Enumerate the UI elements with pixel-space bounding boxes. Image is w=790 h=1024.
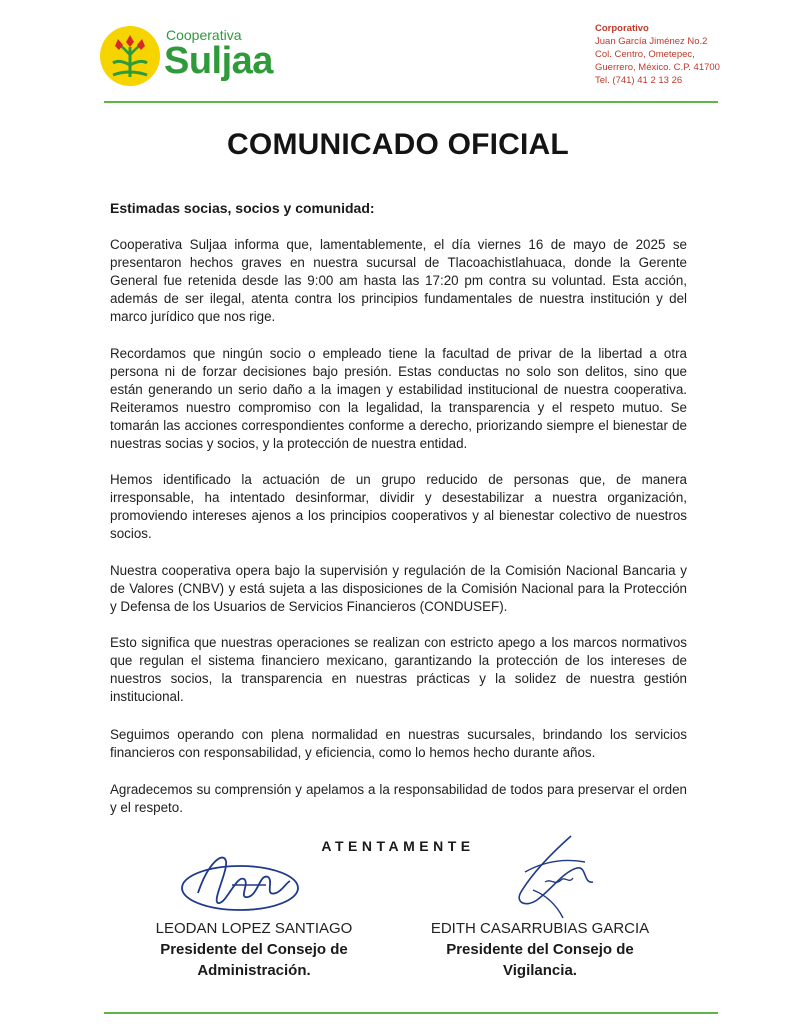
document-title: COMUNICADO OFICIAL (227, 128, 569, 161)
contact-address-line1: Juan García Jiménez No.2 (595, 36, 708, 47)
brand-subtitle: Cooperativa (166, 27, 242, 43)
paragraph: Esto significa que nuestras operaciones se realizan con estricto apego a los marcos normativos que regulan el sistema financiero mexicano, garantizando la protección de los intereses de nuestros socios, la transparencia en nuestras prácticas y la solidez de nuestra gestión institucional. (110, 635, 687, 704)
paragraph: Cooperativa Suljaa informa que, lamentablemente, el día viernes 16 de mayo de 2025 se presentaron hechos graves en nuestra sucursal de Tlacoachistlahuaca, donde la Gerente General fue retenida desde las 9:00 am hasta las 17:20 pm contra su voluntad. Esta acción, además de ser ilegal, atenta contra los principios fundamentales de nuestra institución y del marco jurídico que nos rige. (110, 237, 687, 324)
signatory-name: EDITH CASARRUBIAS GARCIA (430, 920, 650, 937)
brand-name: Suljaa (164, 40, 273, 82)
signature-right (503, 832, 603, 922)
contact-label: Corporativo (595, 23, 649, 34)
signatory-role-line: Presidente del Consejo de (446, 941, 634, 958)
paragraph: Hemos identificado la actuación de un grupo reducido de personas que, de manera irresponsable, ha intentado desinformar, dividir y desestabilizar a nuestra organización, promoviendo intereses ajenos a los principios cooperativos y al bienestar colectivo de nuestros socios. (110, 472, 687, 541)
signatory-role-line: Vigilancia. (503, 962, 577, 979)
signatory-role (104, 939, 404, 981)
contact-address-line2: Col. Centro, Ometepec, (595, 49, 695, 60)
footer-divider (104, 1012, 718, 1014)
signatory-role-line: Administración. (197, 962, 311, 979)
cooperative-logo (99, 25, 161, 87)
signatory-right (390, 920, 690, 981)
header-divider (104, 101, 718, 103)
contact-phone: Tel. (741) 41 2 13 26 (595, 75, 683, 86)
paragraph: Recordamos que ningún socio o empleado tiene la facultad de privar de la libertad a otra persona ni de forzar decisiones bajo presión. Estas conductas no solo son delitos, sino que están generando un serio daño a la imagen y estabilidad institucional de nuestra cooperativa. Reiteramos nuestro compromiso con la legalidad, la transparencia y el respeto mutuo. Se tomarán las acciones correspondientes conforme a derecho, priorizando siempre el bienestar de nuestras socias y socios, y la protección de nuestra entidad. (110, 346, 687, 451)
salutation: Estimadas socias, socios y comunidad: (110, 200, 375, 216)
paragraph: Seguimos operando con plena normalidad en nuestras sucursales, brindando los servicios financieros con responsabilidad, y eficiencia, como lo hemos hecho durante años. (110, 727, 687, 760)
contact-block (595, 22, 720, 87)
contact-address-line3: Guerrero, México. C.P. 41700 (595, 62, 720, 73)
paragraph: Agradecemos su comprensión y apelamos a la responsabilidad de todos para preservar el orden y el respeto. (110, 782, 687, 815)
paragraph: Nuestra cooperativa opera bajo la supervisión y regulación de la Comisión Nacional Bancaria y de Valores (CNBV) y está sujeta a las disposiciones de la Comisión Nacional para la Protección y Defensa de los Usuarios de Servicios Financieros (CONDUSEF). (110, 563, 687, 614)
signature-left (178, 843, 302, 923)
signatory-name: LEODAN LOPEZ SANTIAGO (155, 920, 353, 937)
signatory-left (104, 920, 404, 981)
letterhead (0, 0, 790, 110)
signatory-role-line: Presidente del Consejo de (160, 941, 348, 958)
signatory-role (390, 939, 690, 981)
closing-salutation: ATENTAMENTE (321, 838, 475, 854)
